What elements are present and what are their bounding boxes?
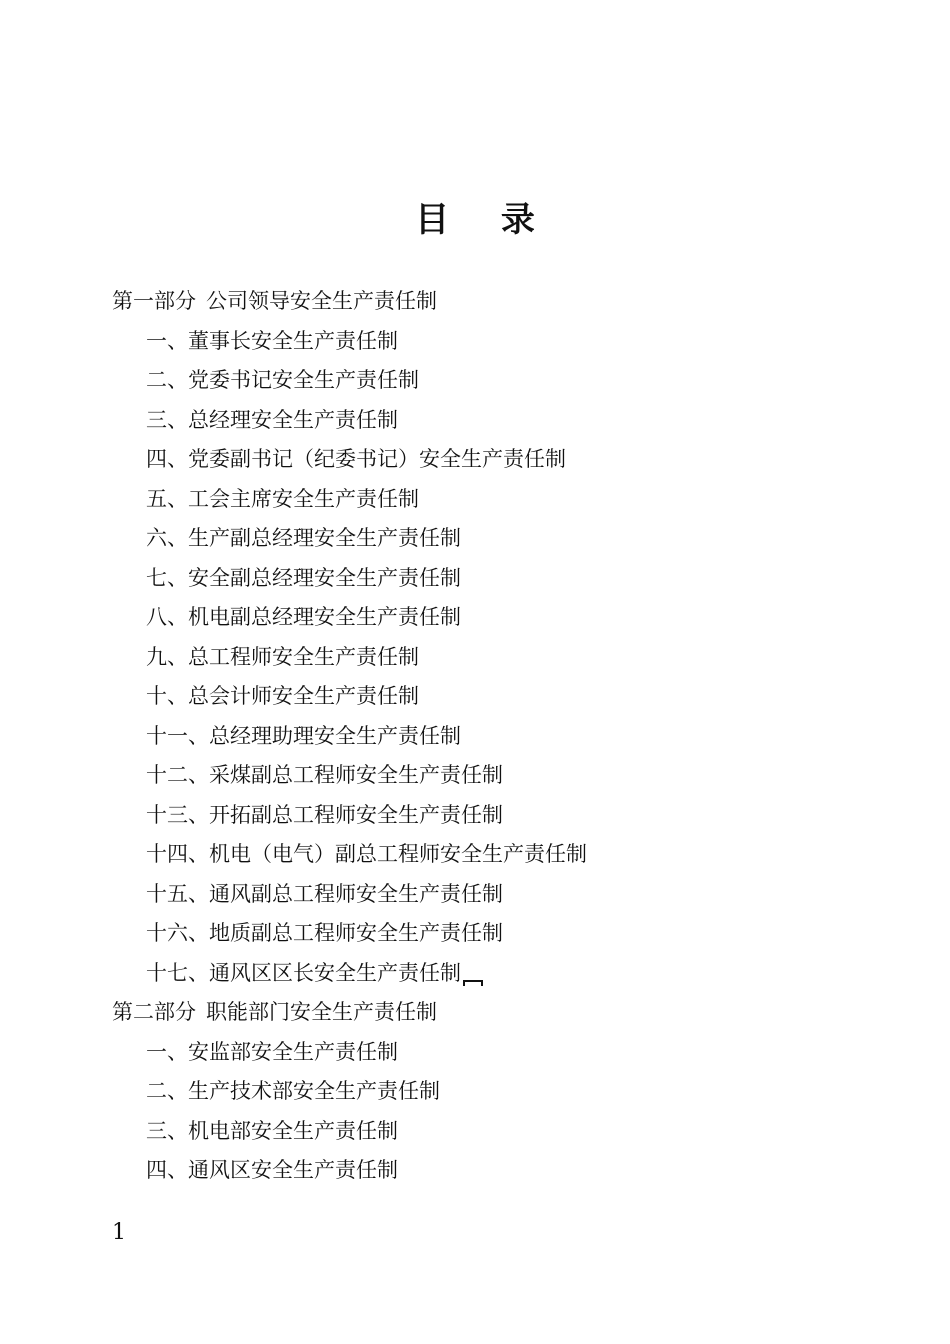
toc-item-text: 四、党委副书记（纪委书记）安全生产责任制: [146, 447, 566, 471]
toc-item: [112, 440, 872, 480]
toc-item: [112, 796, 872, 836]
toc-item-text: 十、总会计师安全生产责任制: [146, 684, 419, 708]
toc-item: [112, 638, 872, 678]
toc-part-heading: [112, 993, 872, 1033]
toc-item-text: 十五、通风副总工程师安全生产责任制: [146, 881, 503, 906]
toc-item: [112, 361, 872, 401]
toc-item-text: 二、生产技术部安全生产责任制: [146, 1079, 440, 1103]
toc-item: [112, 519, 872, 559]
page-number: 1: [112, 1220, 126, 1245]
toc-item: [112, 1112, 872, 1152]
toc-item: [112, 1151, 872, 1191]
toc-part-heading: [112, 282, 872, 322]
toc-item: [112, 914, 872, 954]
toc-item: [112, 559, 872, 599]
toc-item: [112, 1072, 872, 1112]
toc-item: [112, 677, 872, 717]
toc-part-label: 第一部分: [112, 289, 196, 313]
toc-item-text: 八、机电副总经理安全生产责任制: [146, 605, 461, 629]
page-title: 目 录: [415, 200, 555, 240]
toc-item-text: 六、生产副总经理安全生产责任制: [146, 526, 461, 550]
toc-item-text: 九、总工程师安全生产责任制: [146, 644, 419, 669]
toc-item-text: 二、党委书记安全生产责任制: [146, 368, 419, 392]
toc-item: [112, 954, 872, 994]
toc-item-text: 十七、通风区区长安全生产责任制: [146, 960, 461, 985]
toc-item: [112, 875, 872, 915]
toc-item-text: 三、机电部安全生产责任制: [146, 1118, 398, 1143]
toc-item-text: 十四、机电（电气）副总工程师安全生产责任制: [146, 842, 587, 866]
toc-item-text: 一、董事长安全生产责任制: [146, 328, 398, 353]
toc-item: [112, 480, 872, 520]
toc-part-title: 公司领导安全生产责任制: [206, 289, 437, 313]
toc-item-text: 十二、采煤副总工程师安全生产责任制: [146, 763, 503, 787]
toc-item-text: 四、通风区安全生产责任制: [146, 1158, 398, 1182]
toc-item-text: 三、总经理安全生产责任制: [146, 407, 398, 432]
toc-part-title: 职能部门安全生产责任制: [206, 1000, 437, 1024]
toc-item-text: 十六、地质副总工程师安全生产责任制: [146, 921, 503, 945]
toc-item: [112, 598, 872, 638]
toc-item: [112, 756, 872, 796]
toc-item: [112, 322, 872, 362]
proofreading-mark-icon: [463, 980, 483, 986]
toc-item: [112, 1033, 872, 1073]
toc-item: [112, 401, 872, 441]
toc-item-text: 十一、总经理助理安全生产责任制: [146, 723, 461, 748]
toc-item-text: 五、工会主席安全生产责任制: [146, 486, 419, 511]
toc-item-text: 一、安监部安全生产责任制: [146, 1039, 398, 1064]
toc-part-label: 第二部分: [112, 1000, 196, 1024]
toc-item-text: 十三、开拓副总工程师安全生产责任制: [146, 802, 503, 827]
toc-item: [112, 835, 872, 875]
toc-item: [112, 717, 872, 757]
table-of-contents: [112, 282, 872, 1191]
toc-item-text: 七、安全副总经理安全生产责任制: [146, 565, 461, 590]
